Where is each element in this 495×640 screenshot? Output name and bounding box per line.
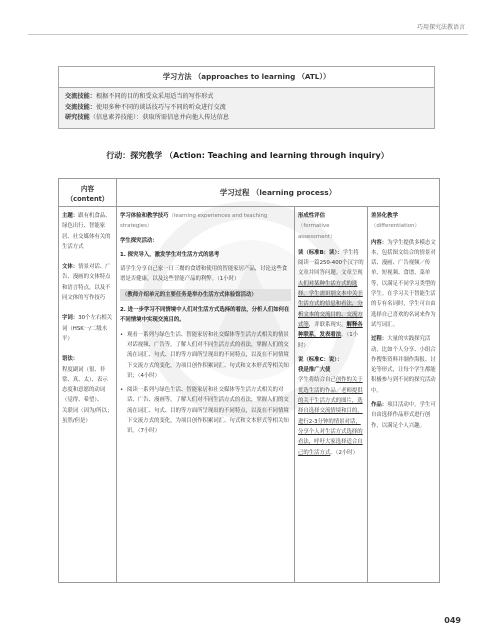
assessment-head-en: （formative assessment）	[298, 223, 336, 240]
differentiation-column	[368, 207, 439, 582]
content-column-header	[59, 179, 117, 207]
vocab-label: 字词：	[62, 315, 79, 322]
unit-plan-table	[58, 178, 440, 583]
atl-line-label: 交流技能：	[65, 103, 96, 111]
atl-line-text: 根据不同的目的和受众采用适当的写作形式	[95, 93, 214, 100]
differentiation-head: 差异化教学	[371, 213, 398, 219]
atl-box	[58, 66, 435, 129]
speaking-task-name: 我是推广大使	[298, 367, 331, 374]
reading-text-a: 学生将阅读一篇250-400个汉字的文章并回答问题。文章呈现	[298, 249, 364, 277]
atl-line-label: 交流技能：	[65, 93, 96, 100]
reading-text-highlight: 人们对某种生活方式的选择。学生需识别文本中关于生活方式的信息和看法，分析文本的交流目的、交流方式等	[298, 280, 363, 328]
differentiation-content	[371, 238, 436, 331]
teacher-note-box: （教师介绍单元的主要任务是举办生活方式体验馆活动）	[120, 289, 291, 301]
differentiation-header	[371, 211, 436, 232]
content-header-label: 内容	[80, 184, 95, 193]
grammar-text: 程度副词（很、非常、真、太）、表示态度和意愿的动词（觉得、希望）、	[62, 366, 108, 404]
student-activity-label: 学生探究活动：	[120, 237, 158, 244]
atl-line	[65, 92, 428, 103]
list-item: • 阅读一系列与绿色生活、智能家居和社交媒体等生活方式相关的对话、广告、漫画等，了解人们对不同生活方式的看法，掌握人们的交流在词汇、句式、目的等方面所呈现出的不同特点，以及在不同情境下交流方式的变化，为项目创作积累词汇、句式和文本形式等相关知识。（7小时）	[120, 385, 291, 436]
speaking-assessment	[298, 355, 364, 458]
content-header-label-en: （content）	[66, 194, 109, 203]
speaking-label: 说（标准C：说）：	[298, 356, 343, 363]
atl-line	[65, 103, 428, 114]
speaking-text-a: 学生将结合自己	[298, 377, 336, 384]
experiences-header	[120, 211, 291, 232]
differentiation-process	[371, 334, 436, 396]
topic-text: 跟有机食品、绿色出行、智能家居、社交媒体有关的生活方式	[62, 213, 111, 250]
experiences-head-en: （learning experiences and teaching strategies）	[120, 213, 268, 230]
content-label: 内容：	[371, 239, 388, 246]
speaking-text-underline: 创作的关于优选生活的作品／老师提供的关于生活方式的图片，选择自选择交流情境和目的，进行2-3分钟的情景对话，分享个人对生活方式选择的看法，呼吁大家选择适合自己的生活方式	[298, 377, 363, 456]
atl-line-label: 研究技能	[65, 114, 90, 121]
learning-process-header: 学习过程 （learning process）	[117, 179, 439, 207]
step2-title: 2. 进一步学习不同情境中人们对生活方式选择的看法，分析人们如何在不同情境中实现交流目的。	[120, 307, 290, 324]
vocab-cell	[62, 313, 113, 344]
text-type-cell	[62, 262, 113, 303]
reading-assessment	[298, 248, 364, 351]
reading-label: 读（标准B：读）：	[298, 249, 343, 256]
list-item: • 观看一系列与绿色生活、智能家居和社交媒体等生活方式相关的情景对话视频、广告等，了解人们对不同生活方式的看法，掌握人们的交流在词汇、句式、目的等方面所呈现出的不同特点，以及在不同情境下交流方式的变化，为项目创作积累词汇、句式和文本形式等相关知识；（4小时）	[120, 330, 291, 381]
differentiation-product	[371, 400, 436, 431]
grammar-cell	[62, 354, 113, 426]
process-label: 过程：	[371, 336, 388, 343]
atl-line-text: （信息素养技能）：获取所需信息并向他人传达信息	[89, 114, 229, 121]
content-text: 为学生提供多模态文本，包括图文结合的情景对话、漫画、广告视频／传单、短视频、食谱、菜单等，以满足不同学习类型的学生。在学习关于智能生活的专有名词时，学生可自由选择自己喜欢的名词来作为试写词汇。	[371, 239, 436, 328]
atl-line-text: 使用多种不同的谈话技巧与不同的听众进行交流	[95, 103, 226, 111]
running-header: 巧用探究法教语言	[416, 24, 465, 31]
topic-cell	[62, 211, 113, 252]
text-type-label: 文体：	[62, 264, 79, 271]
vocab-text: 30个左右相关词（HSK一/二级水平）	[62, 315, 113, 342]
process-text: 大量的实践探究活动，比如个人分享、小组合作搜集资料并制作海报、讨论等形式，让每个学生都能积极参与到不同的探究活动中。	[371, 336, 436, 394]
assessment-header	[298, 211, 364, 242]
atl-line	[65, 113, 428, 124]
atl-body	[59, 88, 434, 128]
product-label: 作品：	[371, 402, 388, 409]
page-number: 049	[444, 616, 461, 625]
learning-experiences-column	[117, 207, 295, 582]
assessment-head: 形成性评估	[298, 213, 325, 219]
step1-text: 请学生分享自己家一日三餐的食谱和使用的智能家居产品，讨论这些食谱是否健康，以及这些智能产品的利弊。（1小时）	[120, 266, 288, 283]
grammar-label: 语法：	[62, 356, 79, 363]
experiences-head: 学习体验和教学技巧	[120, 213, 169, 219]
text-type-text: 情景对话、广告、漫画的文体特点和语言特点，以及不同文体的写作技巧	[62, 264, 111, 302]
reading-time: 。（1小时）	[298, 332, 359, 349]
step1-title: 1. 探究导入，激发学生对生活方式的思考	[120, 251, 220, 258]
speaking-time: 。（2小时）	[330, 449, 359, 456]
section-title: 行动：探究教学 （Action: Teaching and learning through inquiry）	[106, 151, 389, 160]
product-text: 项目活动中，学生可自由选择作品形式进行创作，以满足个人兴趣。	[371, 402, 436, 429]
topic-label: 主题：	[62, 213, 79, 219]
conjunction-text: 关联词（因为/所以；虽然/但是）	[62, 407, 113, 425]
formative-assessment-column	[295, 207, 368, 582]
header-divider	[28, 34, 468, 35]
reading-text-underline: 解释各种联系，发表看法	[298, 321, 363, 339]
atl-title: 学习方法 （approaches to learning （ATL））	[59, 67, 434, 88]
content-column	[59, 207, 117, 582]
differentiation-head-en: （differentiation）	[371, 223, 420, 230]
reading-text-b: ，并联系现实，	[308, 321, 347, 328]
